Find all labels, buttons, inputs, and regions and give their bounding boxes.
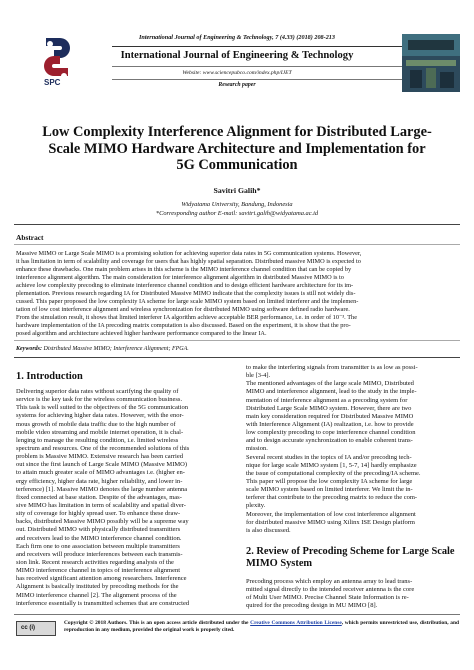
header-rule	[112, 66, 410, 67]
abstract-line: hardware implementation of the IA precoding matrix computation is also discussed. Based on the experiment, it is show that the pro-	[16, 322, 351, 330]
body-line: service is the key task for the wireless communication business.	[16, 396, 183, 404]
body-line: terferer that contribute to the precoding matrix to reduce the com-	[246, 494, 418, 502]
journal-reference: International Journal of Engineering & Technology, 7 (4.33) (2018) 208-213	[138, 34, 335, 41]
body-line: problem is Massive MIMO. Extensive research has been carried	[16, 453, 183, 461]
review-section-body	[246, 578, 459, 611]
abstract-heading: Abstract	[16, 233, 44, 242]
abstract-line: enhance these drawbacks. One main problem arises in this scheme is the MIMO interference channel condition that can be copied by	[16, 266, 352, 274]
section-heading-review: 2. Review of Precoding Scheme for Large Scale MIMO System	[246, 546, 455, 569]
abstract-line: Massive MIMO or Large Scale MIMO is a promising solution for achieving superior data rates in 5G communication systems. However,	[16, 250, 362, 257]
body-line: This paper will propose the low complexity IA scheme for large	[246, 477, 413, 485]
paper-type: Research paper	[218, 82, 256, 88]
footer-rule	[14, 614, 460, 615]
body-line: backs, distributed Massive MIMO possibly will be a supreme way	[16, 518, 189, 526]
corresponding-author: *Corresponding author E-mail: savitri.galih@widyatama.ac.id	[155, 210, 319, 217]
title-line: Low Complexity Interference Alignment for Distributed Large-	[42, 124, 432, 140]
body-line: Precoding process which employ an antenna array to lead trans-	[246, 578, 413, 585]
body-line: sion link. Recent research activities regarding analysis of the	[16, 558, 174, 566]
body-line: mobile video streaming and mobile internet operation, it is chal-	[16, 428, 184, 436]
keywords-list: Distributed Massive MIMO; Interference Alignment; FPGA.	[43, 346, 189, 352]
body-line: ble [3-4].	[246, 372, 271, 380]
copyright-notice	[64, 620, 459, 634]
body-line: is also discussed.	[246, 526, 291, 534]
body-line: of Multi User MIMO. Precise Channel State Information is re-	[246, 594, 409, 602]
body-line: Delivering superior data rates without scarifying the quality of	[16, 388, 179, 395]
body-line: with Interference Alignment (IA) realization, i.e. how to provide	[246, 420, 414, 428]
body-line: and to design accurate synchronization to enable coherent trans-	[246, 437, 413, 445]
body-line: out since the first launch of Large Scale MIMO (Massive MIMO)	[16, 461, 188, 469]
abstract-line: plementation. Previous research regarding IA for Distributed Massive MIMO indicate that the complexity issues is still not widely dis-	[16, 290, 356, 298]
body-line: Several recent studies in the topics of IA and/or precoding tech-	[246, 453, 412, 461]
keywords-rule	[14, 340, 460, 341]
body-line: lenging to manage the resulting condition, i.e. limited wireless	[16, 436, 179, 444]
cc-badge-label: cc (i)	[21, 625, 36, 631]
body-line: and receivers lead to the MIMO interference channel condition.	[16, 534, 182, 542]
keywords-label: Keywords:	[16, 346, 42, 352]
abstract-line: From the simulation result, it shows that limited interferer IA algorithm achieve acceptable BER performance, i.e. in order of 10⁻³. The	[16, 314, 358, 322]
abstract-line: achieve low complexity precoding to eliminate interference channel condition and to design efficient hardware architecture for its im-	[16, 282, 354, 290]
body-line: low complexity precoding to cope interference channel condition	[246, 429, 416, 437]
header-rule	[112, 46, 410, 47]
journal-website: Website: www.sciencepubco.com/index.php/IJET	[182, 70, 292, 76]
body-line: ergy efficiency, higher data rate, higher reliability, and lower in-	[16, 477, 183, 485]
abstract-line: tation of low cost interference alignment and wireless synchronization for distributed MIMO using software defined radio hardware.	[16, 306, 350, 314]
title-line: Scale MIMO Hardware Architecture and Implementation for	[48, 140, 426, 157]
introduction-right-column	[246, 364, 459, 535]
copyright-text: Copyright © 2018 Authors. This is an open access article distributed under the	[64, 620, 251, 626]
body-line: systems for achieving higher data rates. However, with the enor-	[16, 412, 184, 420]
body-line: spectrum and resources. One of the recommended solutions of this	[16, 444, 190, 452]
abstract-rule	[14, 224, 460, 225]
author-name: Savitri Galih*	[213, 186, 261, 195]
abstract-line: interference alignment algorithm. The main consideration for interference alignment algorithm in distributed Massive MIMO is to	[16, 274, 344, 282]
body-line: MIMO and interference alignment, lead to the study in the imple-	[246, 388, 417, 396]
introduction-left-column	[16, 388, 228, 608]
body-line: scale MIMO system based on limited interferer. We limit the in-	[246, 486, 413, 494]
body-line: interference essentially is transmitted schemes that are constructed	[16, 599, 190, 607]
body-line: and receivers will produce interferences between each transmis-	[16, 550, 183, 558]
journal-name: International Journal of Engineering & Technology	[120, 50, 354, 61]
body-line: to attain much greater scale of MIMO advantages i.e. (higher en-	[16, 469, 185, 477]
body-line: quired for the precoding design in MU MIMO [8].	[246, 602, 378, 610]
body-line: out. Distributed MIMO with physically distributed transmitters	[16, 526, 181, 534]
body-line: mous growth of mobile data traffic due to the high number of	[16, 420, 176, 428]
body-line: to make the interfering signals from transmitter is as low as possi-	[246, 364, 418, 371]
body-line: terference) [1]. Massive MIMO denotes the large number antenna	[16, 485, 188, 493]
body-line: has received significant attention among researchers. Interference	[16, 575, 187, 583]
title-line: 5G Communication	[176, 157, 298, 174]
copyright-text: , which permits unrestricted use, distribution, and reproduction in any medium, provided the original work is properly cited.	[64, 620, 459, 633]
body-line: The mentioned advantages of the large scale MIMO, Distributed	[246, 380, 414, 388]
body-line: the issue of computational complexity of the precoding/IA scheme.	[246, 469, 421, 477]
body-line: main key consideration required for Distributed Massive MIMO	[246, 412, 414, 420]
section-heading-introduction: 1. Introduction	[16, 371, 83, 382]
body-line: mission.	[246, 445, 268, 453]
body-line: fixed connected at base station. Despite of the advantages, mas-	[16, 493, 182, 501]
body-line: Moreover, the implementation of low cost interference alignment	[246, 510, 416, 518]
body-line: plexity.	[246, 502, 266, 510]
abstract-rule	[14, 244, 460, 245]
paper-title	[40, 124, 434, 174]
keywords-rule	[14, 357, 460, 358]
body-line: Distributed Large Scale MIMO system. However, there are two	[246, 404, 412, 412]
body-line: This task is well suited to the objectives of the 5G communication	[16, 404, 189, 412]
body-line: mentation of interference alignment as a precoding system for	[246, 396, 408, 404]
abstract-body	[16, 250, 459, 339]
keywords	[16, 346, 189, 352]
abstract-line: posed algorithm and architecture achieved higher hardware performance compared to the linear IA.	[16, 330, 267, 338]
body-line: nique for large scale MIMO system [1, 5-7, 14] hardly emphasize	[246, 461, 417, 469]
abstract-line: it has limitation in term of scalability and coverage for users that has highly spatial separation. Distributed massive MIMO is expected to	[16, 258, 361, 266]
body-line: Alignment is basically instituted by precoding methods for the	[16, 583, 179, 591]
body-line: mitted signal directly to the intended receiver antenna is the core	[246, 586, 415, 594]
body-line: MIMO interference channel in topics of interference alignment	[16, 567, 181, 575]
header-rule	[112, 79, 410, 80]
abstract-line: cussed. This paper proposed the low complexity IA scheme for large scale MIMO system based on limited interferer and the implemen-	[16, 298, 359, 306]
body-line: for distributed massive MIMO using Xilinx ISE Design platform	[246, 518, 415, 526]
journal-cover-image	[402, 34, 460, 92]
body-line: Each firm one to one association between multiple transmitters	[16, 542, 180, 550]
cc-license-link[interactable]: Creative Commons Attribution License	[250, 620, 342, 626]
body-line: sive MIMO has limitation in term of scalability and spatial diver-	[16, 501, 186, 509]
author-affiliation: Widyatama University, Bandung, Indonesia	[181, 201, 293, 208]
body-line: MIMO interference channel [2]. The alignment process of the	[16, 591, 177, 599]
body-line: sity of coverage for highly spread user. To enhance these draw-	[16, 510, 181, 518]
creative-commons-badge-icon	[16, 621, 56, 636]
logo-text: SPC	[44, 78, 61, 87]
